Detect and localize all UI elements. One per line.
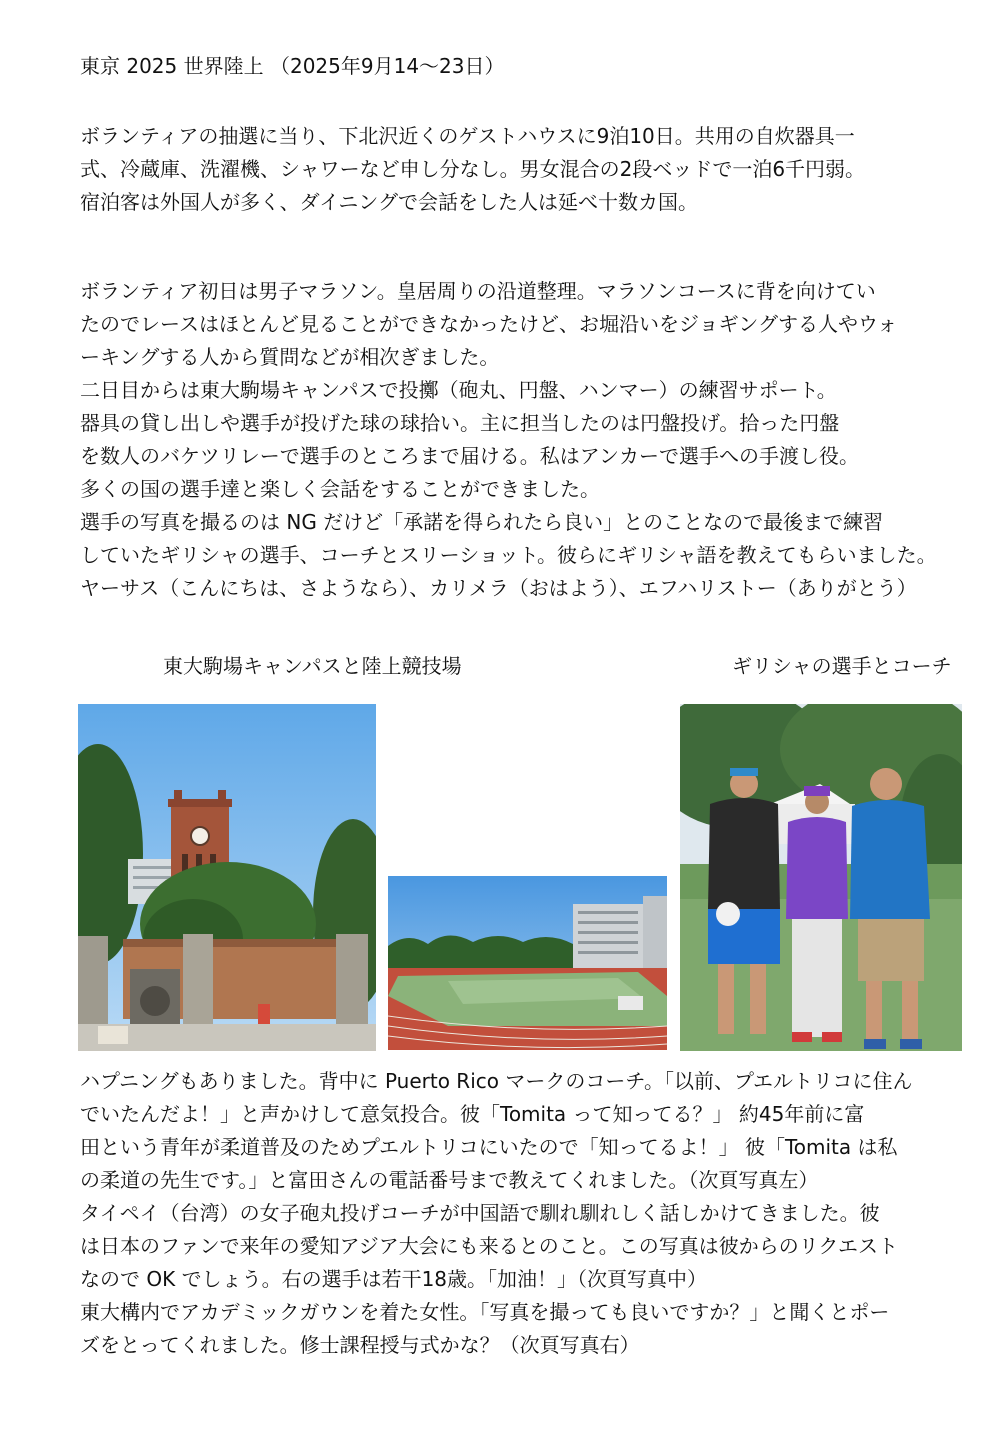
text-line: を数人のバケツリレーで選手のところまで届ける。私はアンカーで選手への手渡し役。	[80, 444, 859, 468]
text-line: 式、冷蔵庫、洗濯機、シャワーなど申し分なし。男女混合の2段ベッドで一泊6千円弱。	[80, 157, 866, 181]
document-title: 東京 2025 世界陸上 （2025年9月14～23日）	[80, 54, 505, 78]
text-line: は日本のファンで来年の愛知アジア大会にも来るとのこと。この写真は彼からのリクエスト	[80, 1234, 898, 1258]
text-line: ボランティアの抽選に当り、下北沢近くのゲストハウスに9泊10日。共用の自炊器具一	[80, 124, 855, 148]
text-line: 選手の写真を撮るのは NG だけど「承諾を得られたら良い」とのことなので最後まで練習	[80, 510, 884, 534]
text-line: していたギリシャの選手、コーチとスリーショット。彼らにギリシャ語を教えてもらいました。	[80, 543, 937, 567]
paragraph-guesthouse	[80, 120, 970, 219]
text-line: ボランティア初日は男子マラソン。皇居周りの沿道整理。マラソンコースに背を向けてい	[80, 279, 876, 303]
caption-greek-athletes: ギリシャの選手とコーチ	[732, 654, 952, 678]
text-line: 東大構内でアカデミックガウンを着た女性。「写真を撮っても良いですか？」と聞くとポー	[80, 1300, 890, 1324]
photo-athletics-field	[388, 876, 667, 1050]
photo-greek-athlete-and-coach	[680, 704, 962, 1051]
text-line: なので OK でしょう。右の選手は若干18歳。「加油！」（次頁写真中）	[80, 1267, 708, 1291]
caption-campus: 東大駒場キャンパスと陸上競技場	[163, 654, 462, 678]
text-line: ヤーサス（こんにちは、さようなら）、カリメラ（おはよう）、エフハリストー（ありがとう）	[80, 576, 917, 600]
paragraph-volunteer	[80, 275, 970, 605]
text-line: タイペイ（台湾）の女子砲丸投げコーチが中国語で馴れ馴れしく話しかけてきました。彼	[80, 1201, 880, 1225]
text-line: 宿泊客は外国人が多く、ダイニングで会話をした人は延べ十数カ国。	[80, 190, 698, 214]
text-line: の柔道の先生です。」と富田さんの電話番号まで教えてくれました。（次頁写真左）	[80, 1168, 819, 1192]
text-line: でいたんだよ！」と声かけして意気投合。彼「Tomita って知ってる？」 約45年前に富	[80, 1102, 865, 1126]
text-line: たのでレースはほとんど見ることができなかったけど、お堀沿いをジョギングする人やウォ	[80, 312, 898, 336]
text-line: 田という青年が柔道普及のためプエルトリコにいたので「知ってるよ！」 彼「Tomita は私	[80, 1135, 898, 1159]
text-line: ーキングする人から質問などが相次ぎました。	[80, 345, 500, 369]
text-line: 多くの国の選手達と楽しく会話をすることができました。	[80, 477, 600, 501]
paragraph-happenings	[80, 1065, 970, 1362]
text-line: 二日目からは東大駒場キャンパスで投擲（砲丸、円盤、ハンマー）の練習サポート。	[80, 378, 837, 402]
text-line: ズをとってくれました。修士課程授与式かな？（次頁写真右）	[80, 1333, 640, 1357]
photo-campus-clock-tower	[78, 704, 376, 1051]
text-line: 器具の貸し出しや選手が投げた球の球拾い。主に担当したのは円盤投げ。拾った円盤	[80, 411, 840, 435]
text-line: ハプニングもありました。背中に Puerto Rico マークのコーチ。「以前、プエルトリコに住ん	[80, 1069, 913, 1093]
